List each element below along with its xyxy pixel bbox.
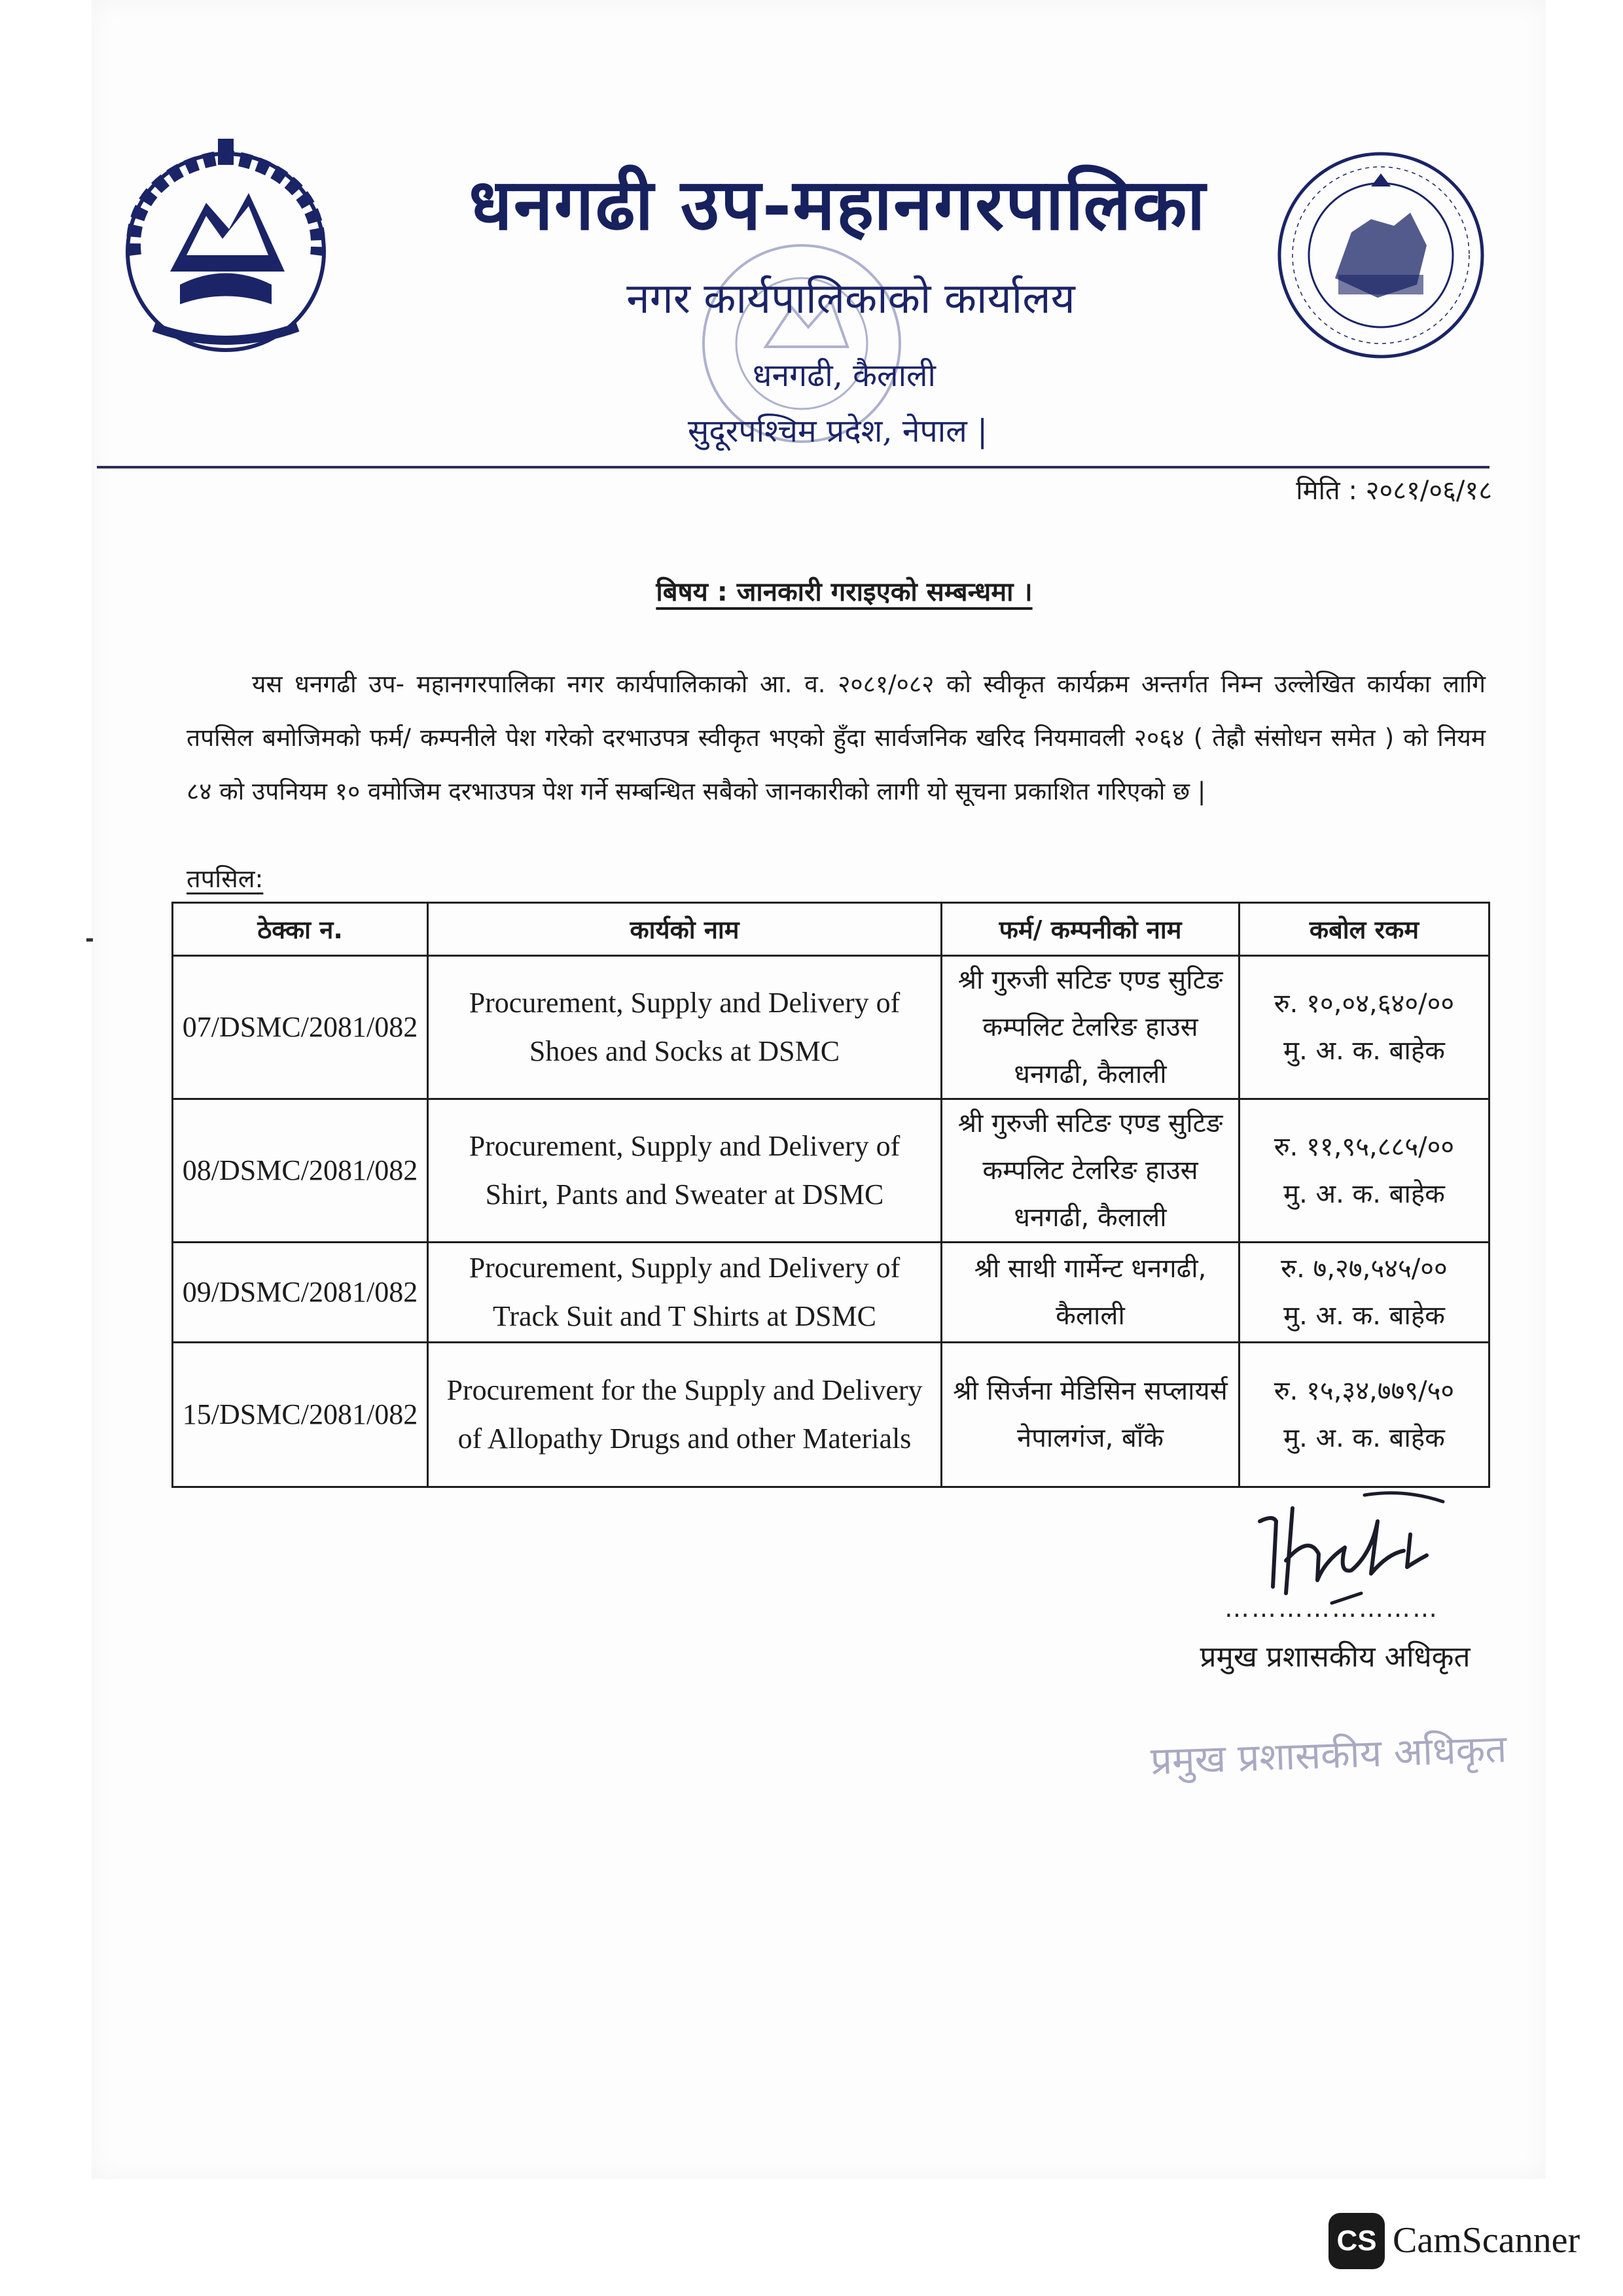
table-row [173, 1343, 1489, 1487]
table-row [173, 1243, 1489, 1343]
signature-line: …………………… [1224, 1594, 1439, 1623]
amount-value: रु. ११,९५,८८५/०० [1274, 1132, 1455, 1162]
amount-cell [1240, 1343, 1489, 1487]
contracts-table [171, 902, 1490, 1488]
municipality-title: धनगढी उप-महानगरपालिका [469, 164, 1207, 246]
table-row [173, 956, 1489, 1099]
work-name-cell: Procurement, Supply and Delivery of Shoes and Socks at DSMC [428, 956, 942, 1099]
vat-note: मु. अ. क. बाहेक [1283, 1036, 1445, 1066]
header-work-name: कार्यको नाम [428, 903, 942, 956]
firm-name-cell: श्री सिर्जना मेडिसिन सप्लायर्स नेपालगंज, बाँके [942, 1343, 1240, 1487]
table-header-row [173, 903, 1489, 956]
contract-no-cell: 09/DSMC/2081/082 [173, 1243, 428, 1343]
amount-value: रु. १०,०४,६४०/०० [1274, 989, 1455, 1019]
header-firm-name: फर्म/ कम्पनीको नाम [942, 903, 1240, 956]
vat-note: मु. अ. क. बाहेक [1283, 1301, 1445, 1331]
contract-no-cell: 07/DSMC/2081/082 [173, 956, 428, 1099]
details-label: तपसिल: [187, 864, 264, 893]
amount-value: रु. १५,३४,७७९/५० [1274, 1376, 1455, 1406]
letter-subject [432, 573, 1257, 609]
firm-name-cell: श्री साथी गार्मेन्ट धनगढी, कैलाली [942, 1243, 1240, 1343]
amount-cell [1240, 1099, 1489, 1243]
table-row [173, 1099, 1489, 1243]
signatory-designation: प्रमुख प्रशासकीय अधिकृत [1200, 1640, 1471, 1674]
letter-body [187, 658, 1486, 819]
handwritten-signature [1247, 1482, 1482, 1613]
header-divider [97, 466, 1489, 468]
amount-value: रु. ७,२७,५४५/०० [1281, 1254, 1448, 1284]
amount-cell [1240, 1243, 1489, 1343]
contract-no-cell: 08/DSMC/2081/082 [173, 1099, 428, 1243]
camscanner-watermark: CamScanner [1393, 2220, 1580, 2261]
office-province: सुदूरपश्चिम प्रदेश, नेपाल | [687, 413, 988, 450]
firm-name-cell: श्री गुरुजी सटिङ एण्ड सुटिङ कम्पलिट टेलरिङ हाउस धनगढी, कैलाली [942, 956, 1240, 1099]
office-name: नगर कार्यपालिकाको कार्यालय [626, 275, 1075, 323]
office-city: धनगढी, कैलाली [753, 357, 936, 394]
camscanner-logo-icon: CS [1329, 2213, 1385, 2269]
margin-mark [86, 938, 93, 942]
work-name-cell: Procurement, Supply and Delivery of Shirt, Pants and Sweater at DSMC [428, 1099, 942, 1243]
dhangadhi-municipality-seal-icon [1273, 147, 1489, 363]
amount-cell [1240, 956, 1489, 1099]
work-name-cell: Procurement, Supply and Delivery of Track Suit and T Shirts at DSMC [428, 1243, 942, 1343]
letter-date: मिति : २०८१/०६/१८ [1296, 476, 1492, 506]
designation-stamp: प्रमुख प्रशासकीय अधिकृत [1149, 1726, 1508, 1784]
header-bid-amount: कबोल रकम [1240, 903, 1489, 956]
contract-no-cell: 15/DSMC/2081/082 [173, 1343, 428, 1487]
vat-note: मु. अ. क. बाहेक [1283, 1179, 1445, 1209]
vat-note: मु. अ. क. बाहेक [1283, 1423, 1445, 1453]
body-paragraph: यस धनगढी उप- महानगरपालिका नगर कार्यपालिकाको आ. व. २०८१/०८२ को स्वीकृत कार्यक्रम अन्तर्गत निम्न उल्लेखित कार्यका लागि तपसिल बमोजिमको फर्म/ कम्पनीले पेश गरेको दरभाउपत्र स्वीकृत भएको हुँदा सार्वजनिक खरिद नियमावली २०६४ ( तेह्रौ संसोधन समेत ) को नियम ८४ को उपनियम १० वमोजिम दरभाउपत्र पेश गर्ने सम्बन्धित सबैको जानकारीको लागी यो सूचना प्रकाशित गरिएको छ | [187, 670, 1486, 805]
firm-name-cell: श्री गुरुजी सटिङ एण्ड सुटिङ कम्पलिट टेलरिङ हाउस धनगढी, कैलाली [942, 1099, 1240, 1243]
nepal-government-emblem-icon [108, 131, 344, 366]
work-name-cell: Procurement for the Supply and Delivery of Allopathy Drugs and other Materials [428, 1343, 942, 1487]
subject-text: बिषय : जानकारी गराइएको सम्बन्धमा । [656, 577, 1033, 607]
header-contract-no: ठेक्का न. [173, 903, 428, 956]
